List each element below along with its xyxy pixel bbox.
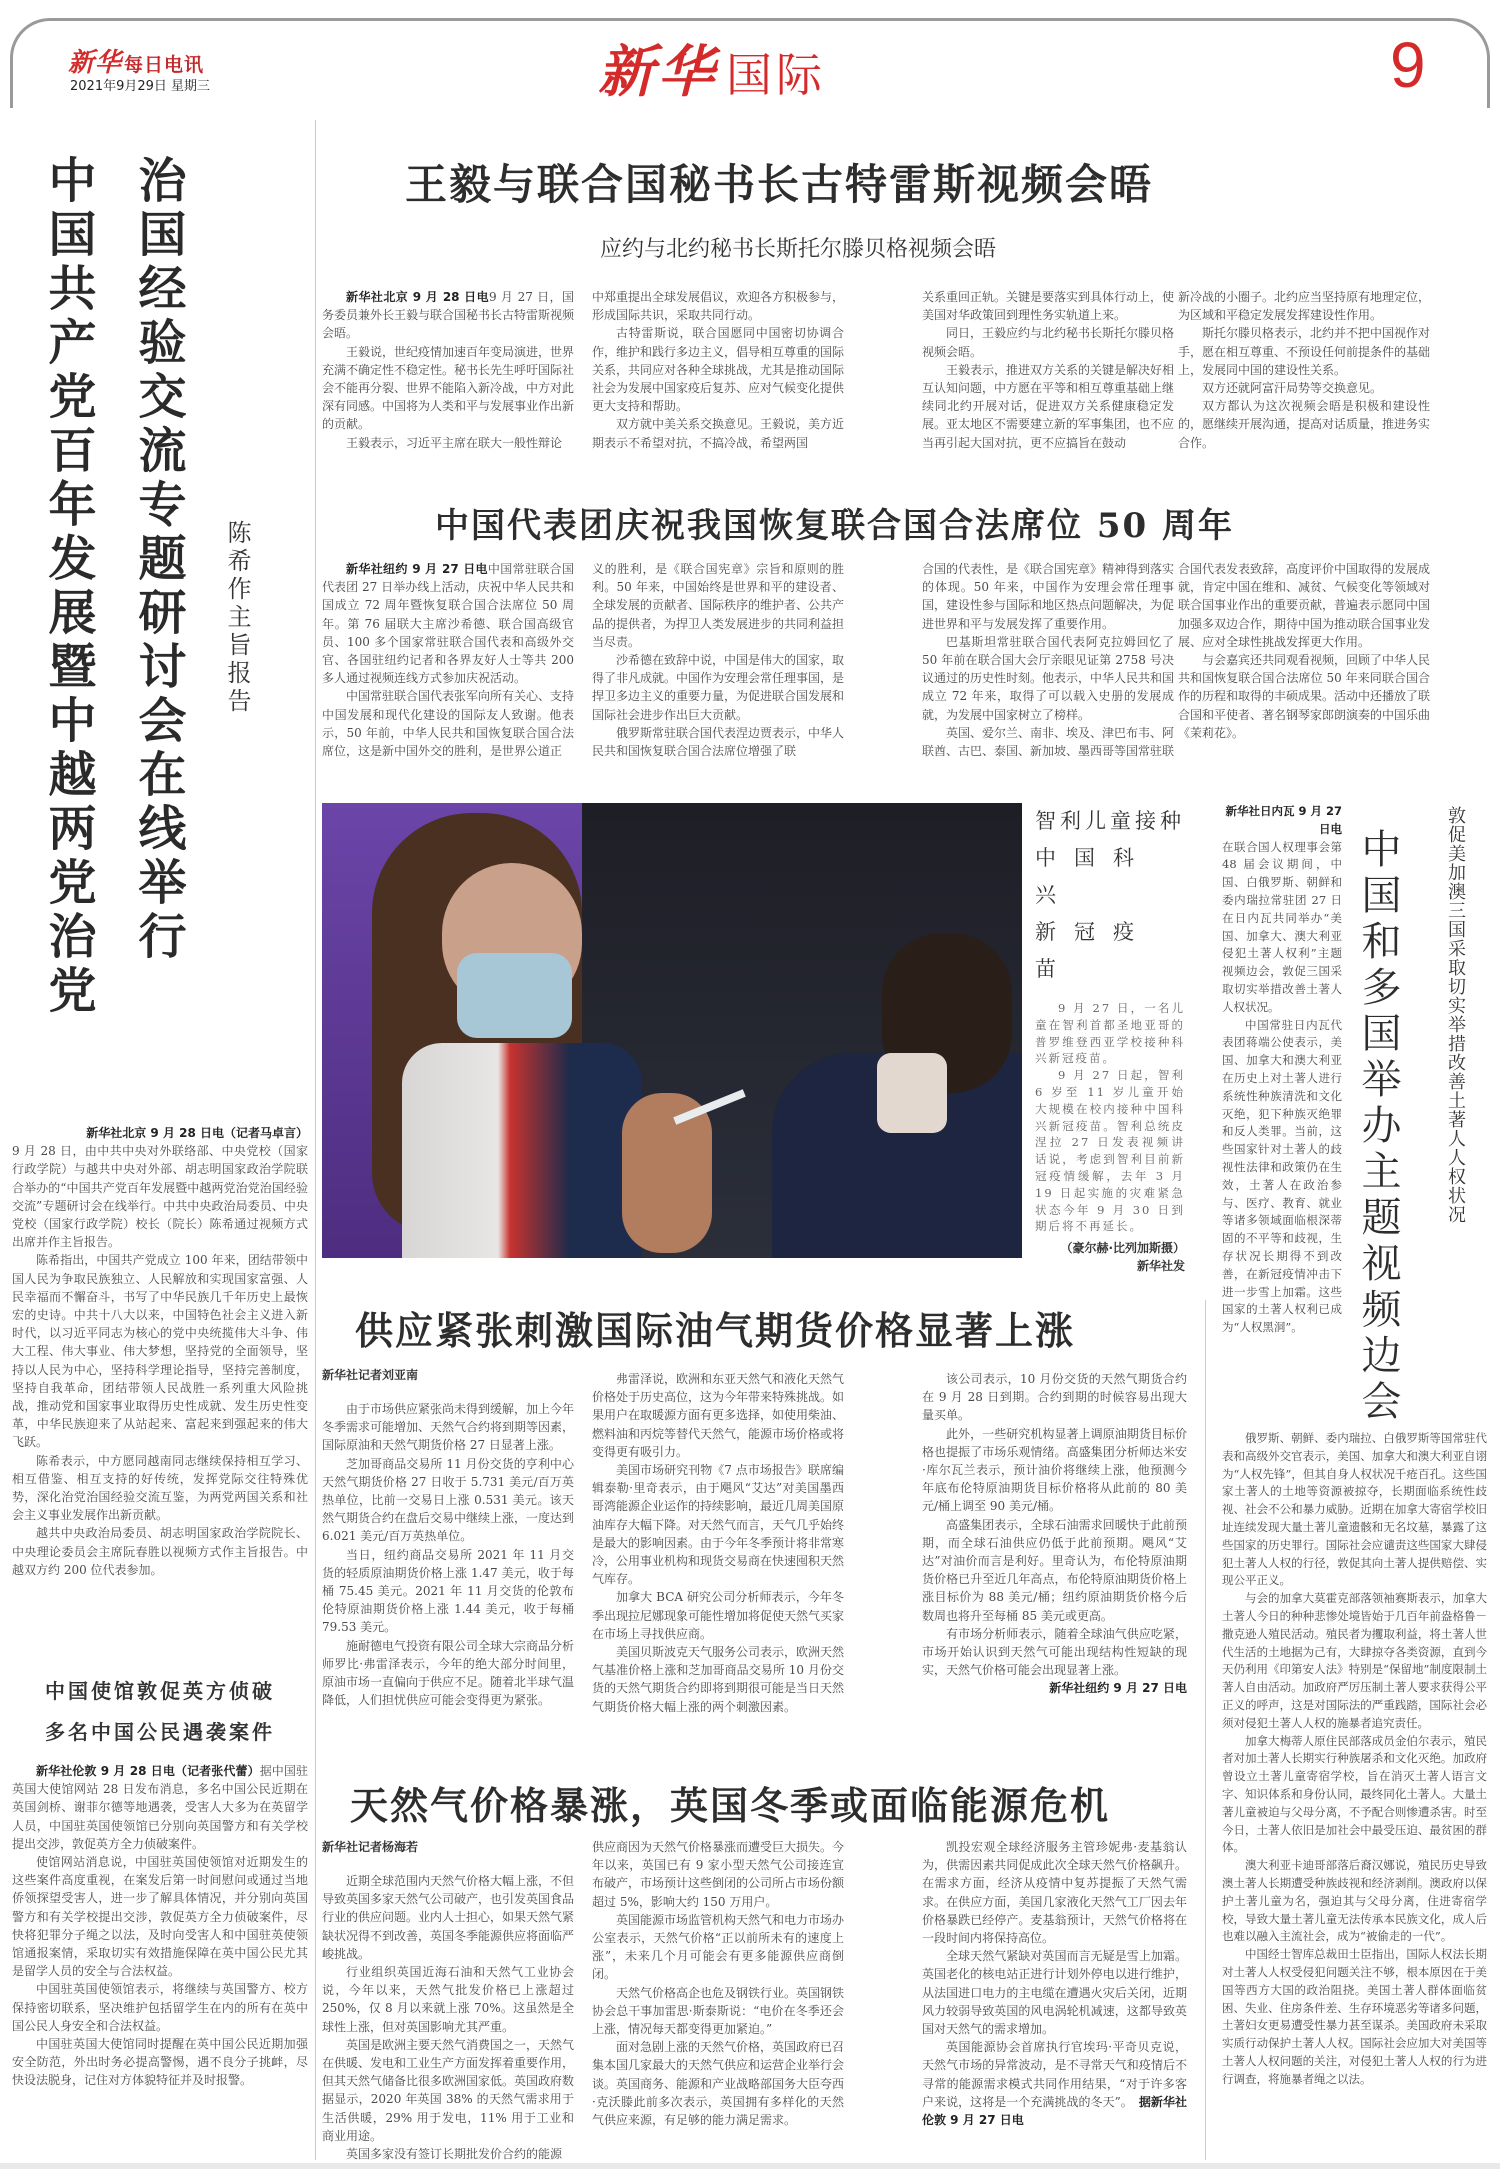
paragraph: 天然气价格高企也危及钢铁行业。英国钢铁协会总干事加雷思·斯泰斯说：“电价在冬季还会上涨，情况每天都变得更加紧迫。”	[592, 1985, 845, 2037]
paragraph: 陈希表示，中方愿同越南同志继续保持相互学习、相互借鉴、相互支持的好传统，发挥党际交往特殊优势，深化治党治国经验交流互鉴，为两党两国关系和社会主义事业发展作出新贡献。	[12, 1453, 308, 1523]
caption-title	[1035, 803, 1185, 988]
gas-col-1	[322, 1872, 574, 2163]
paragraph: 澳大利亚卡迪哥部落后裔汉娜说，殖民历史导致澳土著人长期遭受种族歧视和经济剥削。澳政府以保护土著儿童为名，强迫其与父母分离，住进寄宿学校，导致大量土著儿童无法传承本民族文化，成人后也难以融入主流社会，成为“被偷走的一代”。	[1222, 1858, 1487, 1944]
paragraph: 当日，纽约商品交易所 2021 年 11 月交货的轻质原油期货价格上涨 1.47 美元，收于每桶 75.45 美元。2021 年 11 月交货的伦敦布伦特原油期货价格上涨 1.44 美元，收于每桶 79.53 美元。	[322, 1547, 574, 1635]
un50-headline: 中国代表团庆祝我国恢复联合国合法席位 50 周年	[435, 506, 1234, 546]
feature-dateline: 新华社北京 9 月 28 日电（记者马卓言）	[86, 1126, 308, 1140]
paragraph: 王毅表示，推进双方关系的关键是解决好相互认知问题，中方愿在平等和相互尊重基础上继续同北约开展对话，促进双方关系健康稳定发展。亚太地区不需要建立新的军事集团，也不应当再引起大国对抗，更不应搞旨在鼓动	[922, 362, 1175, 450]
wangyi-col-4	[1178, 288, 1430, 452]
paragraph: 英国能源市场监管机构天然气和电力市场办公室表示，天然气价格“正以前所未有的速度上涨”，未来几个月可能会有更多能源供应商倒闭。	[592, 1912, 845, 1982]
paragraph: 中国驻英国使领馆表示，将继续与英国警方、校方保持密切联系，坚决维护包括留学生在内的所有在英中国公民人身安全和合法权益。	[12, 1982, 308, 2033]
embassy-headline-line1: 中国使馆敦促英方侦破	[45, 1679, 275, 1703]
page-bottom-rule	[0, 2163, 1500, 2169]
feature-article-body	[12, 1124, 308, 1579]
issue-date: 2021年9月29日 星期三	[70, 79, 211, 94]
paragraph: 合国的代表性，是《联合国宪章》精神得到落实的体现。50 年来，中国作为安理会常任理事国，建设性参与国际和地区热点问题解决，为促进世界和平与发展发挥了重要作用。	[922, 562, 1175, 631]
vaccination-photo	[322, 803, 1022, 1258]
paragraph: 弗雷泽说，欧洲和东亚天然气和液化天然气价格处于历史高位，这为今年带来特殊挑战。如果用户在取暖源方面有更多选择，如使用柴油、燃料油和丙烷等替代天然气，能源市场价格或将变得更有吸引力。	[592, 1372, 845, 1459]
paragraph: 俄罗斯、朝鲜、委内瑞拉、白俄罗斯等国常驻代表和高级外交官表示，美国、加拿大和澳大利亚自诩为“人权先锋”，但其自身人权状况千疮百孔。这些国家土著人的土地等资源被掠夺，长期面临系统性歧视、社会不公和暴力威胁。近期在加拿大寄宿学校旧址连续发现大量土著儿童遗骸和无名坟墓，暴露了这些国家的历史罪行。国际社会应谴责这些国家大肆侵犯土著人人权的行径，敦促其向土著人提供赔偿、实现公平正义。	[1222, 1431, 1487, 1588]
paragraph: 斯托尔滕贝格表示，北约并不把中国视作对手，愿在相互尊重、不预设任何前提条件的基础上，发展同中国的建设性关系。	[1178, 326, 1431, 377]
geneva-dateline: 新华社日内瓦 9 月 27 日电	[1225, 804, 1342, 836]
paragraph: 近期全球范围内天然气价格大幅上涨，不但导致英国多家天然气公司破产，也引发英国食品行业的供应问题。业内人士担心，如果天然气紧缺状况得不到改善，英国冬季能源供应将面临严峻挑战。	[322, 1874, 575, 1961]
paragraph: 美国贝斯波克天气服务公司表示，欧洲天然气基准价格上涨和芝加哥商品交易所 10 月份交货的天然气期货合约即将到期很可能是当日天然气期货价格大幅上涨的两个刺激因素。	[592, 1645, 845, 1714]
gas-col-2	[592, 1838, 844, 2129]
oil-byline: 新华社记者刘亚南	[322, 1368, 419, 1382]
agency: 新华社发	[1136, 1259, 1185, 1274]
brand-name: 每日电讯	[124, 54, 205, 76]
paragraph: 王毅说，世纪疫情加速百年变局演进，世界充满不确定性不稳定性。秘书长先生呼吁国际社会不能再分裂、世界不能陷入新冷战，中方对此深有同感。中国将为人类和平与发展事业作出新的贡献。	[322, 344, 575, 432]
un50-col-4	[1178, 560, 1430, 742]
paragraph: 英国多家没有签订长期批发价合约的能源	[346, 2147, 563, 2162]
section-title	[598, 28, 826, 108]
paragraph: 双方都认为这次视频会晤是积极和建设性的，愿继续开展沟通，提高对话质量，推进务实合作。	[1178, 399, 1431, 450]
newspaper-brand	[68, 42, 204, 79]
paragraph: 供应商因为天然气价格暴涨而遭受巨大损失。今年以来，英国已有 9 家小型天然气公司接连宣布破产，市场预计这些倒闭的公司所占市场份额超过 5%，影响大约 150 万用户。	[592, 1840, 845, 1909]
paragraph: 施耐德电气投资有限公司全球大宗商品分析师罗比·弗雷泽表示，今年的绝大部分时间里，原油市场一直偏向于供应不足。随着北半球气温降低，人们担忧供应可能会变得更为紧张。	[322, 1638, 575, 1708]
wangyi-col-3	[922, 288, 1174, 452]
wangyi-subhead: 应约与北约秘书长斯托尔滕贝格视频会晤	[600, 237, 997, 262]
geneva-wide-column	[1222, 1430, 1487, 2088]
paragraph: 该公司表示，10 月份交货的天然气期货合约在 9 月 28 日到期。合约到期的时候容易出现大量买单。	[922, 1372, 1187, 1423]
oil-col-3	[922, 1370, 1187, 1698]
oil-headline: 供应紧张刺激国际油气期货价格显著上涨	[355, 1308, 1076, 1353]
paragraph: 全球天然气紧缺对英国而言无疑是雪上加霜。英国老化的核电站正进行计划外停电以进行维护，从法国进口电力的主电缆在遭遇火灾后关闭，近期风力较弱导致英国的风电涡轮机减速，这都导致英国对天然气的需求增加。	[922, 1949, 1187, 2037]
column-divider	[1205, 1300, 1206, 2160]
caption-title-line: 新冠疫苗	[1035, 920, 1152, 981]
paragraph: 有市场分析师表示，随着全球油气供应吃紧，市场开始认识到天然气可能出现结构性短缺的现实，天然气价格可能会出现显著上涨。	[922, 1626, 1187, 1678]
oil-signoff: 新华社纽约 9 月 27 日电	[1049, 1681, 1187, 1696]
section-name: 国际	[726, 48, 826, 102]
gas-signoff: 据新华社伦敦 9 月 27 日电	[922, 2094, 1187, 2128]
caption-paragraph: 9 月 27 日，一名儿童在智利首都圣地亚哥的普罗维登西亚学校接种科兴新冠疫苗。	[1035, 1001, 1185, 1066]
paragraph: 沙希德在致辞中说，中国是伟大的国家，取得了非凡成就。中国作为安理会常任理事国，是捍卫多边主义的重要力量，为促进联合国发展和国际社会进步作出巨大贡献。	[592, 653, 845, 722]
gas-col-3	[922, 1838, 1187, 2129]
paragraph: 双方还就阿富汗局势等交换意见。	[1202, 381, 1383, 396]
paragraph: 据中国驻英国大使馆网站 28 日发布消息，多名中国公民近期在英国剑桥、谢菲尔德等地遇袭，受害人大多为在英留学人员，中国驻英国使领馆已分别向英国警方和有关学校提出交涉，敦促英方全力侦破案件。	[12, 1764, 308, 1851]
feature-headline-line2: 治国经验交流专题研讨会在线举行	[130, 155, 186, 965]
paragraph: 芝加哥商品交易所 11 月份交货的亨利中心天然气期货价格 27 日收于 5.731 美元/百万英热单位，比前一交易日上涨 0.531 美元。该天然气期货合约在盘后交易中继续上涨，一度达到 6.021 美元/百万英热单位。	[322, 1456, 575, 1544]
paragraph: 中郑重提出全球发展倡议，欢迎各方积极参与，形成国际共识，采取共同行动。	[592, 290, 845, 323]
un50-col-3	[922, 560, 1174, 760]
paragraph: 与会嘉宾还共同观看视频，回顾了中华人民共和国恢复联合国合法席位 50 年来同联合国合作的历程和取得的丰硕成果。活动中还播放了联合国和平使者、著名钢琴家郎朗演奏的中国乐曲《茉莉花》。	[1178, 653, 1431, 740]
paragraph: 美国市场研究刊物《7 点市场报告》联席编辑泰勒·里奇表示，由于飓风“艾达”对美国墨西哥湾能源企业运作的持续影响，最近几周美国原油库存大幅下降。对天然气而言，天气几乎始终是最大的影响因素。由于今年冬季预计将非常寒冷，公用事业机构和现货交易商在快速囤积天然气库存。	[592, 1463, 845, 1587]
paragraph: 中国常驻联合国代表张军向所有关心、支持中国发展和现代化建设的国际友人致谢。他表示，50 年前，中华人民共和国恢复联合国合法席位，这是新中国外交的胜利，是世界公道正	[322, 689, 575, 759]
paragraph: 由于市场供应紧张尚未得到缓解，加上今年冬季需求可能增加、天然气合约将到期等因素，国际原油和天然气期货价格 27 日显著上涨。	[322, 1402, 575, 1453]
paragraph: 中国驻英国大使馆同时提醒在英中国公民近期加强安全防范，外出时务必提高警惕，遇不良分子挑衅，尽快设法脱身，记住对方体貌特征并及时报警。	[12, 2037, 308, 2088]
geneva-narrow-column	[1222, 803, 1342, 1337]
caption-title-line: 中国科兴	[1035, 846, 1152, 907]
paragraph: 同日，王毅应约与北约秘书长斯托尔滕贝格视频会晤。	[922, 326, 1175, 359]
wangyi-col-2	[592, 288, 844, 452]
paragraph: 加拿大 BCA 研究公司分析师表示，今年冬季出现拉尼娜现象可能性增加将促使天然气买家在市场上寻找供应商。	[592, 1590, 845, 1641]
paragraph: 凯投宏观全球经济服务主管珍妮弗·麦基翁认为，供需因素共同促成此次全球天然气价格飙升。在需求方面，经济从疫情中复苏提振了天然气需求。在供应方面，美国几家液化天然气工厂因去年价格暴跌已经停产。麦基翁预计，天然气价格将在一段时间内将保持高位。	[922, 1840, 1187, 1946]
geneva-headline: 中国和多国举办主题视频边会	[1355, 828, 1401, 1426]
paragraph: 中国常驻联合国代表团 27 日举办线上活动，庆祝中华人民共和国成立 72 周年暨恢复联合国合法席位 50 周年。第 76 届联大主席沙希德、联合国高级官员、100 多个国家常驻联合国代表和高级外交官、各国驻纽约记者和各界友好人士等共 200 多人通过视频连线方式参加庆祝活动。	[322, 562, 574, 686]
paragraph: 英国是欧洲主要天然气消费国之一，天然气在供暖、发电和工业生产方面发挥着重要作用，但其天然气储备比很多欧洲国家低。英国政府数据显示，2020 年英国 38% 的天然气需求用于生活供暖，29% 用于发电，11% 用于工业和商业用途。	[322, 2037, 575, 2143]
paragraph: 关系重回正轨。关键是要落实到具体行动上，使美国对华政策回到理性务实轨道上来。	[922, 290, 1175, 323]
photo-credit	[1035, 1239, 1185, 1275]
photographer: （豪尔赫·比列加斯摄）	[1060, 1241, 1185, 1256]
paragraph: 中国常驻日内瓦代表团蒋端公使表示，美国、加拿大和澳大利亚在历史上对土著人进行系统性种族清洗和文化灭绝，犯下种族灭绝罪和反人类罪。当前，这些国家针对土著人的歧视性法律和政策仍在生效，土著人在政治参与、医疗、教育、就业等诸多领域面临根深蒂固的不平等和歧视，生存状况长期得不到改善，在新冠疫情冲击下进一步雪上加霜。这些国家的土著人权利已成为“人权黑洞”。	[1222, 1017, 1342, 1335]
paragraph: 新冷战的小圈子。北约应当坚持原有地理定位，为区域和平稳定发展发挥建设性作用。	[1178, 290, 1431, 323]
caption-paragraph: 9 月 27 日起，智利 6 岁至 11 岁儿童开始大规模在校内接种中国科兴新冠疫苗。智利总统皮涅拉 27 日发表视频讲话说，考虑到智利目前新冠疫情缓解，去年 3 月 19 日起实施的灾难紧急状态今年 9 月 30 日到期后将不再延长。	[1035, 1068, 1185, 1234]
page-number: 9	[1390, 29, 1426, 101]
wangyi-dateline: 新华社北京 9 月 28 日电	[346, 290, 490, 304]
paragraph: 中国经士智库总裁田士臣指出，国际人权法长期对土著人人权受侵犯问题关注不够，根本原因在于美国等西方大国的政治阻挠。美国土著人群体面临贫困、失业、住房条件差、生存环境恶劣等诸多问题，土著妇女更易遭受性暴力甚至谋杀。美国政府未采取实质行动保护土著人人权。国际社会应加大对美国等土著人人权问题的关注，对侵犯土著人人权的行为进行调查，将施暴者绳之以法。	[1222, 1947, 1487, 2086]
un50-col-2	[592, 560, 844, 760]
paragraph: 王毅表示，习近平主席在联大一般性辩论	[346, 435, 563, 450]
feature-headline-line1: 中国共产党百年发展暨中越两党治党	[40, 155, 96, 1019]
feature-subhead: 陈希作主旨报告	[223, 520, 251, 716]
paragraph: 此外，一些研究机构显著上调原油期货目标价格也提振了市场乐观情绪。高盛集团分析师达米安·库尔瓦兰表示，预计油价将继续上涨，他预测今年底布伦特原油期货目标价格将从此前的 80 美元/桶上调至 90 美元/桶。	[922, 1426, 1187, 1514]
paragraph: 双方就中美关系交换意见。王毅说，美方近期表示不希望对抗，不搞冷战，希望两国	[592, 417, 845, 450]
paragraph: 古特雷斯说，联合国愿同中国密切协调合作，维护和践行多边主义，倡导相互尊重的国际关系，共同应对各种全球挑战，尤其是推动国际社会为发展中国家疫后复苏、应对气候变化提供更大支持和帮助。	[592, 326, 845, 414]
un50-dateline: 新华社纽约 9 月 27 日电	[346, 562, 488, 576]
wangyi-headline: 王毅与联合国秘书长古特雷斯视频会晤	[405, 160, 1154, 209]
paragraph: 越共中央政治局委员、胡志明国家政治学院院长、中央理论委员会主席阮春胜以视频方式作主旨报告。中越双方约 200 位代表参加。	[12, 1526, 308, 1577]
embassy-dateline: 新华社伦敦 9 月 28 日电（记者张代蕾）	[36, 1764, 260, 1778]
wangyi-col-1	[322, 288, 574, 452]
column-divider	[315, 120, 316, 2160]
oil-col-1	[322, 1400, 574, 1709]
paragraph: 巴基斯坦常驻联合国代表阿克拉姆回忆了 50 年前在联合国大会厅亲眼见证第 2758 号决议通过的历史性时刻。他表示，中华人民共和国成立 72 年来，取得了可以载入史册的发展成就，为发展中国家树立了榜样。	[922, 634, 1175, 722]
paragraph: 义的胜利，是《联合国宪章》宗旨和原则的胜利。50 年来，中国始终是世界和平的建设者、全球发展的贡献者、国际秩序的维护者、公共产品的提供者，为捍卫人类发展进步的共同利益担当尽责。	[592, 562, 845, 649]
paragraph: 加拿大梅蒂人原住民部落成员金伯尔表示，殖民者对加土著人长期实行种族屠杀和文化灭绝。加政府曾设立土著儿童寄宿学校，旨在消灭土著人语言文字、知识体系和身份认同，最终同化土著人。大量土著儿童被迫与父母分离，不予配合则惨遭杀害。时至今日，土著人依旧是加社会中最受压迫、最贫困的群体。	[1222, 1733, 1487, 1855]
paragraph: 9 月 28 日，由中共中央对外联络部、中央党校（国家行政学院）与越共中央对外部、胡志明国家政治学院联合举办的“中国共产党百年发展暨中越两党治党治国经验交流”专题研讨会在线举行。中共中央政治局委员、中央党校（国家行政学院）校长（院长）陈希通过视频方式出席并作主旨报告。	[12, 1144, 308, 1250]
paragraph: 英国、爱尔兰、南非、埃及、津巴布韦、阿联酋、古巴、泰国、新加坡、墨西哥等国常驻联	[922, 725, 1175, 759]
photo-caption	[1035, 803, 1185, 1275]
embassy-headline-line2: 多名中国公民遇袭案件	[45, 1720, 275, 1744]
brand-calligraphy: 新华	[68, 48, 123, 78]
caption-body	[1035, 1000, 1185, 1235]
paragraph: 合国代表发表致辞，高度评价中国取得的发展成就，肯定中国在维和、减贫、气候变化等领域对联合国事业作出的重要贡献，普遍表示愿同中国加强多双边合作，期待中国为推动联合国事业发展、应对全球性挑战发挥更大作用。	[1178, 562, 1431, 649]
paragraph: 使馆网站消息说，中国驻英国使领馆对近期发生的这些案件高度重视，在案发后第一时间慰问或通过当地侨领探望受害人，进一步了解具体情况，并分别向英国警方和有关学校提出交涉，敦促英方全力侦破案件，尽快将犯罪分子绳之以法，及时向受害人和中国驻英使领馆通报案情，采取切实有效措施保障在英中国公民尤其是留学人员的安全与合法权益。	[12, 1855, 308, 1979]
un50-col-1	[322, 560, 574, 760]
paragraph: 在联合国人权理事会第 48 届会议期间，中国、白俄罗斯、朝鲜和委内瑞拉常驻团 27 日在日内瓦共同举办“美国、加拿大、澳大利亚侵犯土著人权利”主题视频边会，敦促三国采取切实举措改善土著人人权状况。	[1222, 839, 1342, 1014]
paragraph: 陈希指出，中国共产党成立 100 年来，团结带领中国人民为争取民族独立、人民解放和实现国家富强、人民幸福而不懈奋斗，书写了中华民族几千年历史上最恢宏的史诗。中共十八大以来，中国特色社会主义进入新时代，以习近平同志为核心的党中央统揽伟大斗争、伟大工程、伟大事业、伟大梦想，坚持党的全面领导，坚持以人民为中心，坚持科学理论指导，坚持完善制度，坚持自我革命，团结带领人民战胜一系列重大风险挑战，推动党和国家事业取得历史性成就、发生历史性变革，中华民族迎来了从站起来、富起来到强起来的伟大飞跃。	[12, 1253, 308, 1450]
paragraph: 9 月 27 日，国务委员兼外长王毅与联合国秘书长古特雷斯视频会晤。	[322, 290, 575, 341]
paragraph: 俄罗斯常驻联合国代表涅边贾表示，中华人民共和国恢复联合国合法席位增强了联	[592, 725, 845, 759]
paragraph: 与会的加拿大莫霍克部落领袖赛斯表示，加拿大土著人今日的种种悲惨处境皆始于几百年前盎格鲁－撒克逊人殖民活动。殖民者为攫取利益，将土著人世代生活的土地据为己有，大肆掠夺各类资源，直到今天仍利用《印第安人法》特别是“保留地”制度限制土著人自由活动。加政府严厉压制土著人要求获得公平正义的呼声，这是对国际法的严重践踏，国际社会必须对侵犯土著人人权的施暴者追究责任。	[1222, 1591, 1487, 1730]
paragraph: 高盛集团表示，全球石油需求回暖快于此前预期，而全球石油供应仍低于此前预期。飓风“艾达”对油价而言是利好。里奇认为，布伦特原油期货价格已升至近几年高点，布伦特原油期货价格上涨目标价为 88 美元/桶；纽约原油期货价格今后数周也将升至每桶 85 美元或更高。	[922, 1517, 1187, 1623]
paragraph: 面对急剧上涨的天然气价格，英国政府已召集本国几家最大的天然气供应和运营企业举行会谈。英国商务、能源和产业战略部国务大臣夸西·克沃滕此前多次表示，英国拥有多样化的天然气供应来源，有足够的能力满足需求。	[592, 2040, 845, 2128]
paragraph: 英国能源协会首席执行官埃玛·平奇贝克说，天然气市场的异常波动，是不寻常天气和疫情后不寻常的能源需求模式共同作用结果，“对于许多客户来说，这将是一个充满挑战的冬天”。	[922, 2040, 1187, 2109]
oil-col-2	[592, 1370, 844, 1716]
section-calligraphy: 新华	[598, 39, 718, 105]
geneva-subhead: 敦促美加澳三国采取切实举措改善土著人人权状况	[1445, 806, 1466, 1224]
gas-headline: 天然气价格暴涨，英国冬季或面临能源危机	[350, 1783, 1111, 1828]
embassy-article-body	[12, 1762, 308, 2090]
gas-byline: 新华社记者杨海若	[322, 1840, 419, 1854]
caption-title-line: 智利儿童接种	[1035, 809, 1185, 833]
paragraph: 行业组织英国近海石油和天然气工业协会说，今年以来，天然气批发价格已上涨超过 250%，仅 8 月以来就上涨 70%。这虽然是全球性上涨，但对英国影响尤其严重。	[322, 1965, 574, 2034]
